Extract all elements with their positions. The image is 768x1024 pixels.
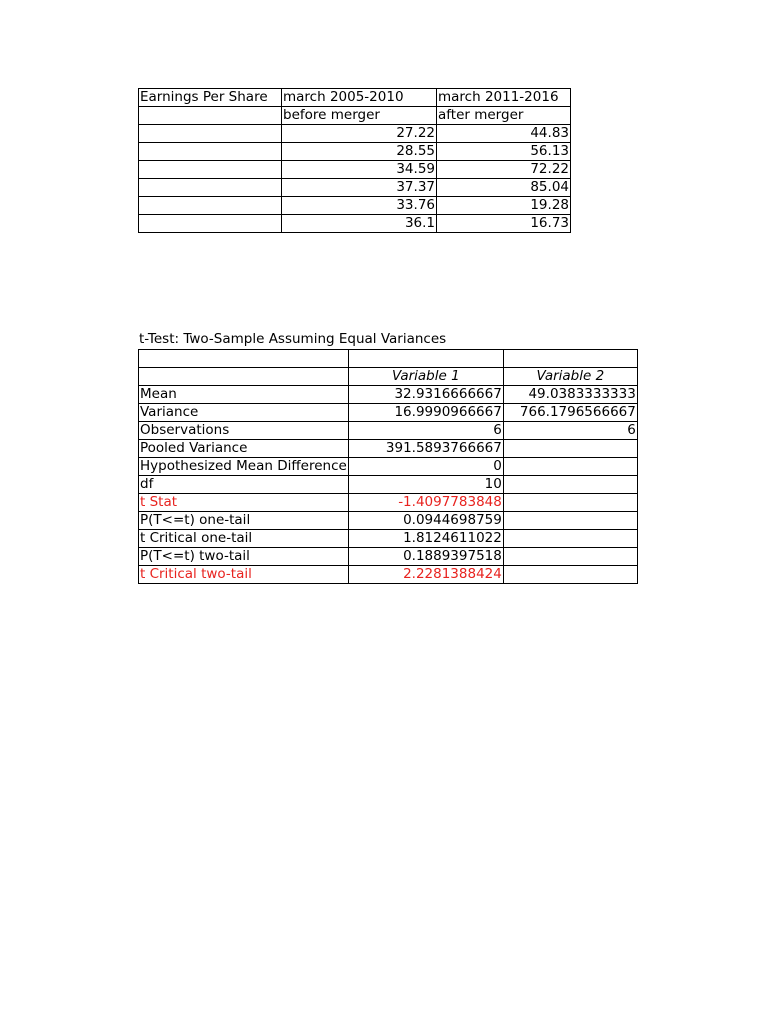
cell-variable-2-value[interactable]: 49.0383333333 — [503, 386, 637, 404]
ttest-blank-row — [139, 350, 638, 368]
cell-after-value[interactable]: 16.73 — [437, 215, 571, 233]
cell-stat-label[interactable]: P(T<=t) one-tail — [139, 512, 349, 530]
cell-before-value[interactable]: 34.59 — [282, 161, 437, 179]
ttest-title[interactable]: t-Test: Two-Sample Assuming Equal Variances — [139, 331, 447, 347]
table-row — [139, 512, 638, 530]
table-row — [139, 440, 638, 458]
cell-before-value[interactable]: 33.76 — [282, 197, 437, 215]
cell-variable-1-header[interactable]: Variable 1 — [348, 368, 503, 386]
table-row-highlighted — [139, 566, 638, 584]
table-row — [139, 530, 638, 548]
cell-empty[interactable] — [139, 215, 282, 233]
cell-eps-title[interactable]: Earnings Per Share — [139, 89, 282, 107]
cell-after-value[interactable]: 72.22 — [437, 161, 571, 179]
cell-variable-2-value[interactable] — [503, 476, 637, 494]
cell-variable-2-header[interactable]: Variable 2 — [503, 368, 637, 386]
cell-variable-2-value[interactable] — [503, 512, 637, 530]
table-row — [139, 197, 571, 215]
cell-after-value[interactable]: 85.04 — [437, 179, 571, 197]
cell-variable-1-value[interactable]: 0.1889397518 — [348, 548, 503, 566]
cell-after-value[interactable]: 44.83 — [437, 125, 571, 143]
cell-empty[interactable] — [139, 368, 349, 386]
eps-header-row — [139, 89, 571, 107]
cell-stat-label[interactable]: df — [139, 476, 349, 494]
table-row — [139, 422, 638, 440]
cell-after-value[interactable]: 19.28 — [437, 197, 571, 215]
table-row — [139, 386, 638, 404]
ttest-table — [138, 349, 638, 584]
cell-period-before[interactable]: march 2005-2010 — [282, 89, 437, 107]
cell-empty[interactable] — [139, 107, 282, 125]
table-row — [139, 215, 571, 233]
eps-table — [138, 88, 571, 233]
cell-empty[interactable] — [139, 143, 282, 161]
table-row — [139, 404, 638, 422]
cell-stat-label[interactable]: Mean — [139, 386, 349, 404]
cell-variable-1-value[interactable]: -1.4097783848 — [348, 494, 503, 512]
cell-variable-2-value[interactable] — [503, 458, 637, 476]
cell-stat-label[interactable]: Variance — [139, 404, 349, 422]
table-row — [139, 458, 638, 476]
cell-empty[interactable] — [139, 350, 349, 368]
table-row — [139, 476, 638, 494]
table-row — [139, 125, 571, 143]
cell-variable-2-value[interactable] — [503, 440, 637, 458]
cell-empty[interactable] — [139, 161, 282, 179]
cell-variable-1-value[interactable]: 6 — [348, 422, 503, 440]
table-row — [139, 161, 571, 179]
cell-empty[interactable] — [139, 179, 282, 197]
cell-period-after[interactable]: march 2011-2016 — [437, 89, 571, 107]
cell-variable-2-value[interactable] — [503, 566, 637, 584]
cell-stat-label[interactable]: t Critical two-tail — [139, 566, 349, 584]
cell-variable-2-value[interactable] — [503, 548, 637, 566]
cell-variable-1-value[interactable]: 391.5893766667 — [348, 440, 503, 458]
cell-after-merger[interactable]: after merger — [437, 107, 571, 125]
cell-stat-label[interactable]: Observations — [139, 422, 349, 440]
ttest-header-row — [139, 368, 638, 386]
cell-variable-2-value[interactable]: 6 — [503, 422, 637, 440]
table-row-highlighted — [139, 494, 638, 512]
cell-variable-2-value[interactable]: 766.1796566667 — [503, 404, 637, 422]
cell-variable-2-value[interactable] — [503, 530, 637, 548]
cell-stat-label[interactable]: P(T<=t) two-tail — [139, 548, 349, 566]
cell-variable-1-value[interactable]: 1.8124611022 — [348, 530, 503, 548]
cell-variable-1-value[interactable]: 2.2281388424 — [348, 566, 503, 584]
cell-variable-1-value[interactable]: 0 — [348, 458, 503, 476]
cell-stat-label[interactable]: t Critical one-tail — [139, 530, 349, 548]
cell-stat-label[interactable]: Hypothesized Mean Difference — [140, 458, 347, 474]
cell-variable-1-value[interactable]: 32.9316666667 — [348, 386, 503, 404]
cell-empty[interactable] — [139, 197, 282, 215]
cell-after-value[interactable]: 56.13 — [437, 143, 571, 161]
cell-empty[interactable] — [139, 125, 282, 143]
table-row — [139, 179, 571, 197]
table-row — [139, 143, 571, 161]
table-row — [139, 548, 638, 566]
cell-before-merger[interactable]: before merger — [282, 107, 437, 125]
cell-before-value[interactable]: 37.37 — [282, 179, 437, 197]
cell-stat-label[interactable]: Pooled Variance — [139, 440, 349, 458]
cell-before-value[interactable]: 27.22 — [282, 125, 437, 143]
cell-before-value[interactable]: 28.55 — [282, 143, 437, 161]
cell-variable-1-value[interactable]: 16.9990966667 — [348, 404, 503, 422]
cell-variable-1-value[interactable]: 10 — [348, 476, 503, 494]
cell-variable-2-value[interactable] — [503, 494, 637, 512]
cell-empty[interactable] — [348, 350, 503, 368]
cell-empty[interactable] — [503, 350, 637, 368]
cell-stat-label[interactable]: t Stat — [139, 494, 349, 512]
eps-subheader-row — [139, 107, 571, 125]
cell-variable-1-value[interactable]: 0.0944698759 — [348, 512, 503, 530]
cell-before-value[interactable]: 36.1 — [282, 215, 437, 233]
